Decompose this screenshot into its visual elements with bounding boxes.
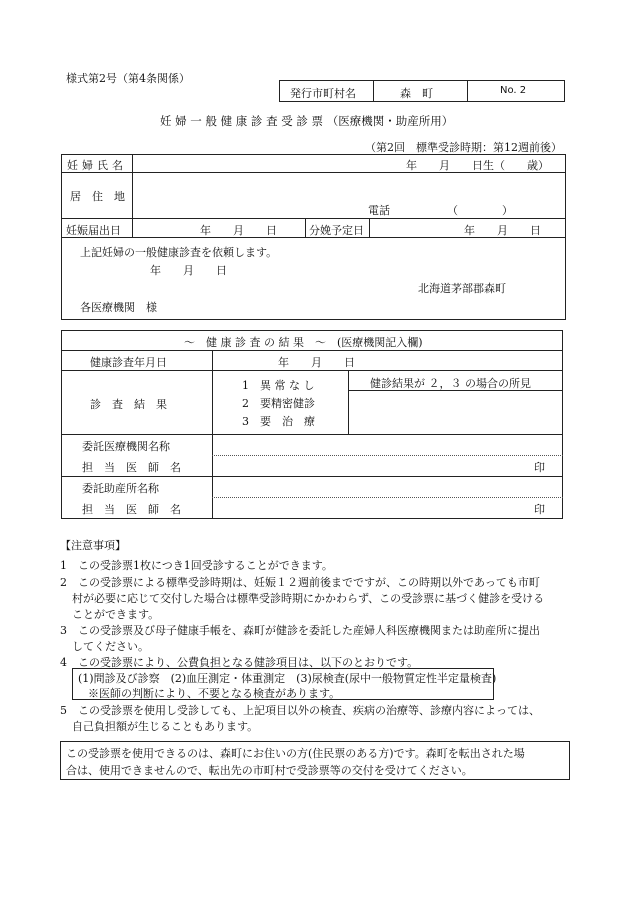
request-date: 年 月 日 [150,264,227,277]
exam-date-value: 年 月 日 [278,356,355,369]
name-label: 妊婦氏名 [67,159,127,172]
page-title: 妊 婦 一 般 健 康 診 査 受 診 票 （医療機関・助産所用） [160,114,454,128]
address-label: 居 住 地 [70,190,125,203]
note-5a: 5 この受診票を使用し受診しても、上記項目以外の検査、疾病の治療等、診療内容によっては、 [60,704,540,717]
session-note: （第2回 標準受診時期：第12週前後） [365,141,562,154]
seal-mark: 印 [534,461,545,474]
notes-heading: 【注意事項】 [60,539,126,552]
due-date-value: 年 月 日 [464,224,541,237]
note-2a: 2 この受診票による標準受診時期は、妊娠１２週前後までですが、この時期以外であっても市町 [60,576,540,589]
phone-label: 電話 [368,204,390,217]
result-option-1[interactable]: 1 異 常 な し [242,379,315,392]
dob-text: 年 月 日生（ 歳） [406,159,549,172]
issuer-number: No. 2 [500,85,527,96]
findings-field[interactable] [352,394,558,430]
phone-parens: （ ） [447,204,513,217]
note-5b: 自己負担額が生じることもあります。 [72,720,259,733]
results-header: ～ 健 康 診 査 の 結 果 ～ (医療機関記入欄) [184,336,423,349]
exam-items: (1)問診及び診察 (2)血圧測定・体重測定 (3)尿検査(尿中一般物質定性半定量検査) [78,672,497,685]
footer-line-2: 合は、使用できませんので、転出先の市町村で受診票等の交付を受けてください。 [66,764,473,777]
note-1: 1 この受診票1枚につき1回受診することができます。 [60,559,333,572]
exam-items-note: ※医師の判断により、不要となる検査があります。 [88,687,341,700]
note-3a: 3 この受診票及び母子健康手帳を、森町が健診を委託した産婦人科医療機関または助産所に提出 [60,624,540,637]
pregnancy-date-label: 妊娠届出日 [66,224,121,237]
midwife-name-label: 委託助産所名称 [82,482,159,495]
request-text: 上記妊婦の一般健康診査を依頼します。 [80,246,278,259]
pregnancy-date-value: 年 月 日 [200,224,277,237]
result-option-3[interactable]: 3 要 治 療 [242,415,315,428]
note-4: 4 この受診票により、公費負担となる健診項目は、以下のとおりです。 [60,656,419,669]
note-3b: してください。 [72,640,149,653]
name-field[interactable] [140,156,300,170]
result-label: 診 査 結 果 [90,398,167,411]
form-number: 様式第2号（第4条関係） [66,72,190,85]
doctor-name-label: 担 当 医 師 名 [82,461,181,474]
clinic-name-label: 委託医療機関名称 [82,440,170,453]
note-2b: 村が必要に応じて交付した場合は標準受診時期にかかわらず、この受診票に基づく健診を受ける [72,592,545,605]
due-date-label: 分娩予定日 [309,224,364,237]
note-2c: ことができます。 [72,608,160,621]
addressee: 各医療機関 様 [80,301,157,314]
doctor-name-label-2: 担 当 医 師 名 [82,503,181,516]
footer-line-1: この受診票を使用できるのは、森町にお住いの方(住民票のある方)です。森町を転出された場 [66,747,525,760]
result-option-2[interactable]: 2 要精密健診 [242,397,315,410]
town-name: 北海道茅部郡森町 [418,282,506,295]
exam-date-label: 健康診査年月日 [90,356,167,369]
findings-label: 健診結果が ２，３ の場合の所見 [370,377,531,390]
seal-mark-2: 印 [534,503,545,516]
issuer-town: 森 町 [400,87,433,100]
issuer-label: 発行市町村名 [290,87,356,100]
